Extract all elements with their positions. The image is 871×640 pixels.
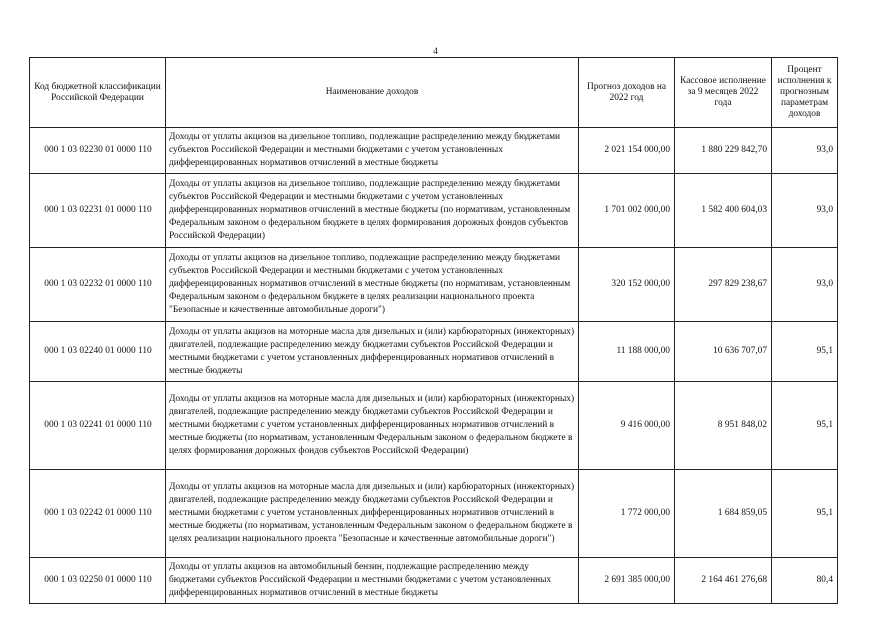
- cell-forecast: 1 772 000,00: [579, 470, 675, 558]
- header-name: Наименование доходов: [166, 58, 579, 128]
- table-row: [30, 128, 838, 174]
- cell-forecast: 320 152 000,00: [579, 248, 675, 322]
- table-row: [30, 470, 838, 558]
- cell-forecast: 2 691 385 000,00: [579, 558, 675, 604]
- cell-code: 000 1 03 02242 01 0000 110: [30, 470, 166, 558]
- table-row: [30, 382, 838, 470]
- cell-percent: 93,0: [772, 128, 838, 174]
- cell-percent: 93,0: [772, 174, 838, 248]
- cell-actual: 1 880 229 842,70: [675, 128, 772, 174]
- cell-percent: 95,1: [772, 382, 838, 470]
- table-header-row: [30, 58, 838, 128]
- cell-code: 000 1 03 02240 01 0000 110: [30, 322, 166, 382]
- cell-percent: 95,1: [772, 322, 838, 382]
- cell-actual: 1 582 400 604,03: [675, 174, 772, 248]
- page-number: 4: [433, 46, 438, 56]
- table-row: [30, 248, 838, 322]
- cell-forecast: 11 188 000,00: [579, 322, 675, 382]
- cell-name: Доходы от уплаты акцизов на автомобильный бензин, подлежащие распределению между бюджетами субъектов Российской Федерации и местными бюджетами с учетом установленных дифференцированных нормативов отчислений в местные бюджеты: [166, 558, 579, 604]
- cell-code: 000 1 03 02232 01 0000 110: [30, 248, 166, 322]
- cell-code: 000 1 03 02241 01 0000 110: [30, 382, 166, 470]
- header-actual: Кассовое исполнение за 9 месяцев 2022 года: [675, 58, 772, 128]
- cell-actual: 297 829 238,67: [675, 248, 772, 322]
- cell-name: Доходы от уплаты акцизов на моторные масла для дизельных и (или) карбюраторных (инжекторных) двигателей, подлежащие распределению между бюджетами субъектов Российской Федерации и местными бюджетами с учетом установленных дифференцированных нормативов отчислений в местные бюджеты (по нормативам, установленным Федеральным законом о федеральном бюджете в целях формирования дорожных фондов субъектов Российской Федерации): [166, 382, 579, 470]
- cell-percent: 80,4: [772, 558, 838, 604]
- cell-actual: 1 684 859,05: [675, 470, 772, 558]
- cell-actual: 2 164 461 276,68: [675, 558, 772, 604]
- cell-forecast: 2 021 154 000,00: [579, 128, 675, 174]
- header-percent: Процент исполнения к прогнозным параметрам доходов: [772, 58, 838, 128]
- cell-code: 000 1 03 02250 01 0000 110: [30, 558, 166, 604]
- cell-code: 000 1 03 02230 01 0000 110: [30, 128, 166, 174]
- table-row: [30, 558, 838, 604]
- cell-forecast: 9 416 000,00: [579, 382, 675, 470]
- header-code: Код бюджетной классификации Российской Федерации: [30, 58, 166, 128]
- cell-name: Доходы от уплаты акцизов на моторные масла для дизельных и (или) карбюраторных (инжекторных) двигателей, подлежащие распределению между бюджетами субъектов Российской Федерации и местными бюджетами с учетом установленных дифференцированных нормативов отчислений в местные бюджеты: [166, 322, 579, 382]
- cell-forecast: 1 701 002 000,00: [579, 174, 675, 248]
- cell-name: Доходы от уплаты акцизов на дизельное топливо, подлежащие распределению между бюджетами субъектов Российской Федерации и местными бюджетами с учетом установленных дифференцированных нормативов отчислений в местные бюджеты: [166, 128, 579, 174]
- cell-name: Доходы от уплаты акцизов на моторные масла для дизельных и (или) карбюраторных (инжекторных) двигателей, подлежащие распределению между бюджетами субъектов Российской Федерации и местными бюджетами с учетом установленных дифференцированных нормативов отчислений в местные бюджеты (по нормативам, установленным Федеральным законом о федеральном бюджете в целях реализации национального проекта "Безопасные и качественные автомобильные дороги"): [166, 470, 579, 558]
- cell-name: Доходы от уплаты акцизов на дизельное топливо, подлежащие распределению между бюджетами субъектов Российской Федерации и местными бюджетами с учетом установленных дифференцированных нормативов отчислений в местные бюджеты (по нормативам, установленным Федеральным законом о федеральном бюджете в целях реализации национального проекта "Безопасные и качественные автомобильные дороги"): [166, 248, 579, 322]
- cell-code: 000 1 03 02231 01 0000 110: [30, 174, 166, 248]
- cell-name: Доходы от уплаты акцизов на дизельное топливо, подлежащие распределению между бюджетами субъектов Российской Федерации и местными бюджетами с учетом установленных дифференцированных нормативов отчислений в местные бюджеты (по нормативам, установленным Федеральным законом о федеральном бюджете в целях формирования дорожных фондов субъектов Российской Федерации): [166, 174, 579, 248]
- cell-actual: 10 636 707,07: [675, 322, 772, 382]
- cell-percent: 95,1: [772, 470, 838, 558]
- cell-percent: 93,0: [772, 248, 838, 322]
- table-body: [30, 128, 838, 604]
- table-row: [30, 174, 838, 248]
- revenue-table: [29, 57, 838, 604]
- header-forecast: Прогноз доходов на 2022 год: [579, 58, 675, 128]
- table-row: [30, 322, 838, 382]
- cell-actual: 8 951 848,02: [675, 382, 772, 470]
